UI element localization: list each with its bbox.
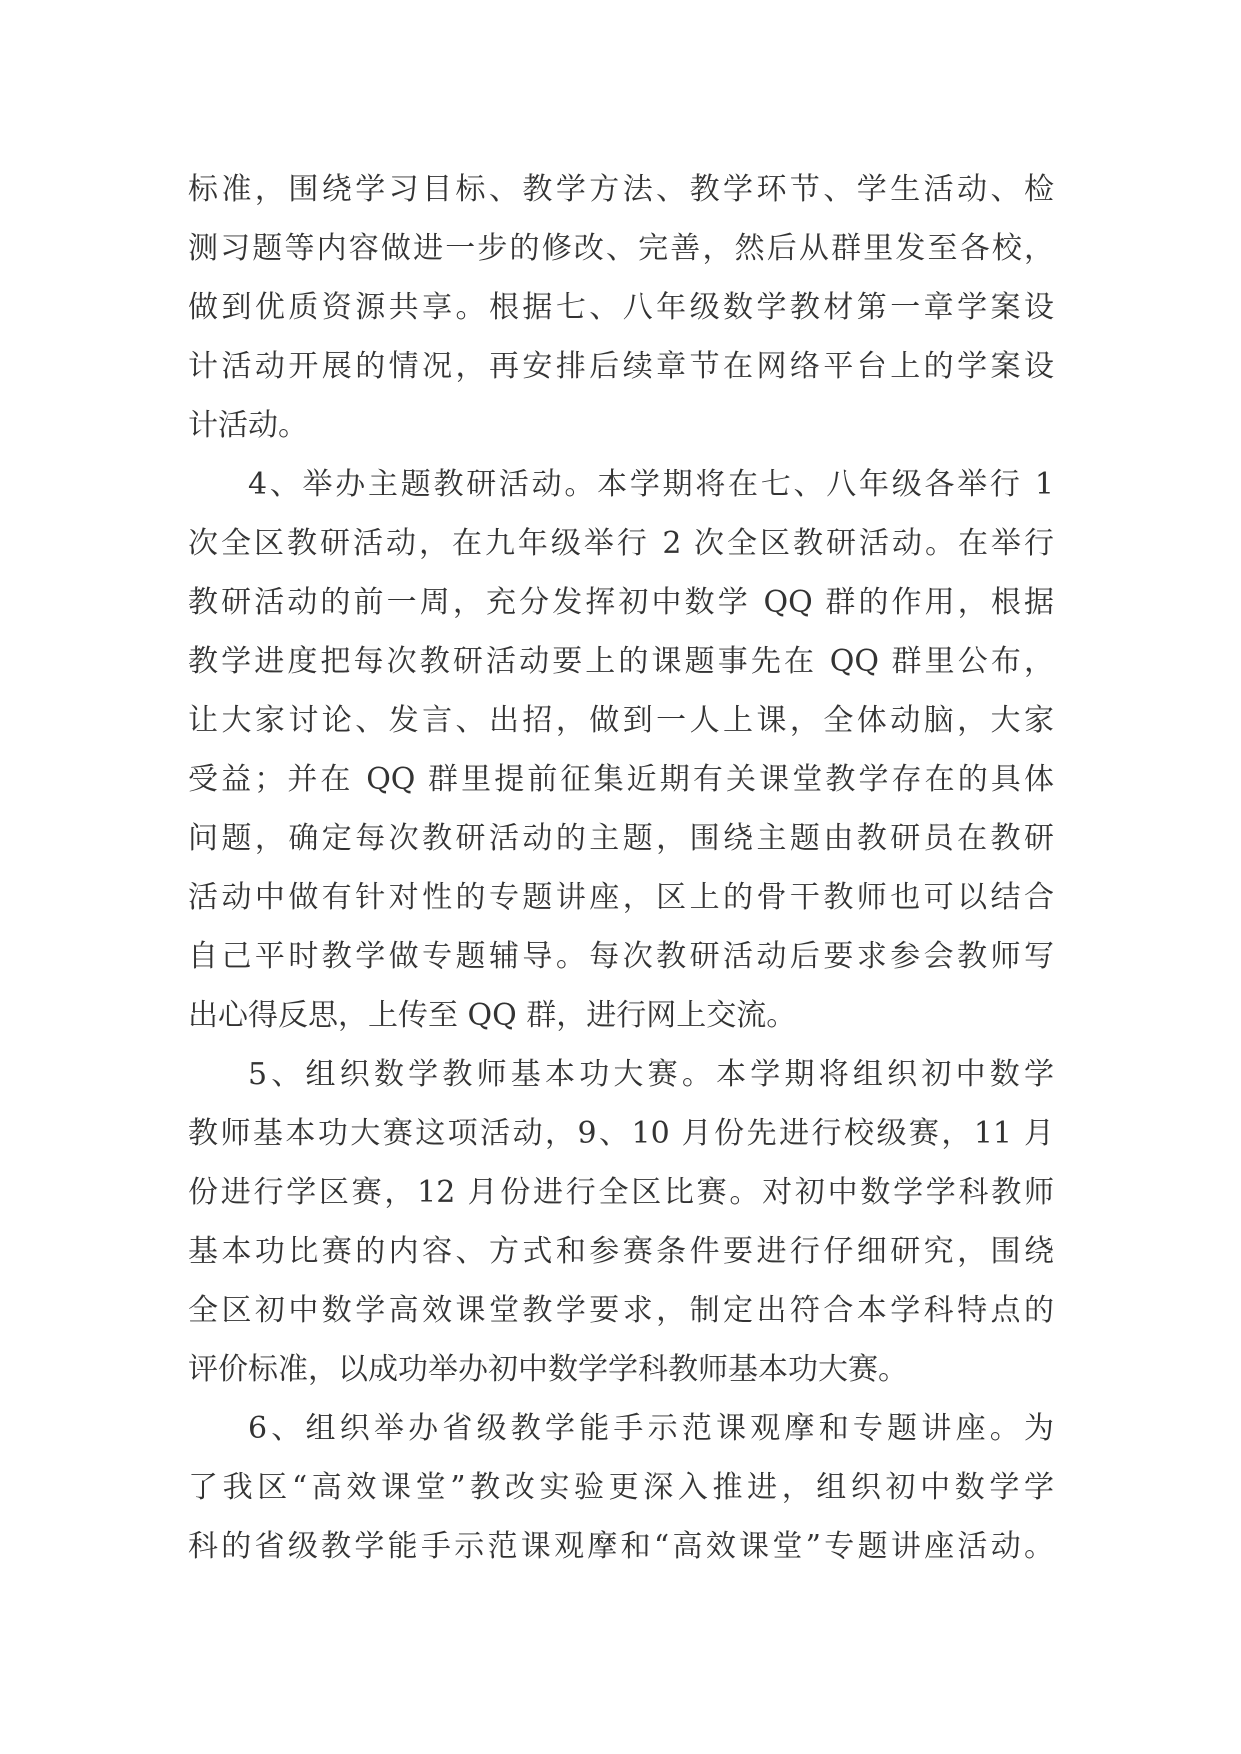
text-line: 问题，确定每次教研活动的主题，围绕主题由教研员在教研 — [188, 821, 1054, 856]
text-line: 教学进度把每次教研活动要上的课题事先在 QQ 群里公布， — [188, 644, 1054, 679]
text-line: 计活动。 — [188, 408, 308, 443]
text-line: 受益；并在 QQ 群里提前征集近期有关课堂教学存在的具体 — [188, 762, 1054, 797]
document-page — [188, 160, 1054, 1576]
text-line: 做到优质资源共享。根据七、八年级数学教材第一章学案设 — [188, 290, 1054, 325]
paragraph — [188, 1045, 1054, 1399]
paragraph — [188, 1399, 1054, 1576]
text-line: 了我区“高效课堂”教改实验更深入推进，组织初中数学学 — [188, 1470, 1054, 1505]
text-line: 测习题等内容做进一步的修改、完善，然后从群里发至各校， — [188, 231, 1054, 266]
text-line: 自己平时教学做专题辅导。每次教研活动后要求参会教师写 — [188, 939, 1054, 974]
text-line: 4、举办主题教研活动。本学期将在七、八年级各举行 1 — [248, 467, 1054, 502]
text-line: 出心得反思，上传至 QQ 群，进行网上交流。 — [188, 998, 797, 1033]
text-line: 份进行学区赛，12 月份进行全区比赛。对初中数学学科教师 — [188, 1175, 1054, 1210]
text-line: 计活动开展的情况，再安排后续章节在网络平台上的学案设 — [188, 349, 1054, 384]
paragraph — [188, 455, 1054, 1045]
text-line: 评价标准，以成功举办初中数学学科教师基本功大赛。 — [188, 1352, 908, 1387]
text-line: 标准，围绕学习目标、教学方法、教学环节、学生活动、检 — [188, 172, 1054, 207]
text-line: 基本功比赛的内容、方式和参赛条件要进行仔细研究，围绕 — [188, 1234, 1054, 1269]
document-body — [188, 160, 1054, 1576]
text-line: 教师基本功大赛这项活动，9、10 月份先进行校级赛，11 月 — [188, 1116, 1054, 1151]
text-line: 次全区教研活动，在九年级举行 2 次全区教研活动。在举行 — [188, 526, 1054, 561]
text-line: 活动中做有针对性的专题讲座，区上的骨干教师也可以结合 — [188, 880, 1054, 915]
text-line: 让大家讨论、发言、出招，做到一人上课，全体动脑，大家 — [188, 703, 1054, 738]
text-line: 全区初中数学高效课堂教学要求，制定出符合本学科特点的 — [188, 1293, 1054, 1328]
text-line: 教研活动的前一周，充分发挥初中数学 QQ 群的作用，根据 — [188, 585, 1054, 620]
text-line: 5、组织数学教师基本功大赛。本学期将组织初中数学 — [248, 1057, 1054, 1092]
paragraph — [188, 160, 1054, 455]
text-line: 科的省级教学能手示范课观摩和“高效课堂”专题讲座活动。 — [188, 1529, 1054, 1564]
text-line: 6、组织举办省级教学能手示范课观摩和专题讲座。为 — [248, 1411, 1054, 1446]
